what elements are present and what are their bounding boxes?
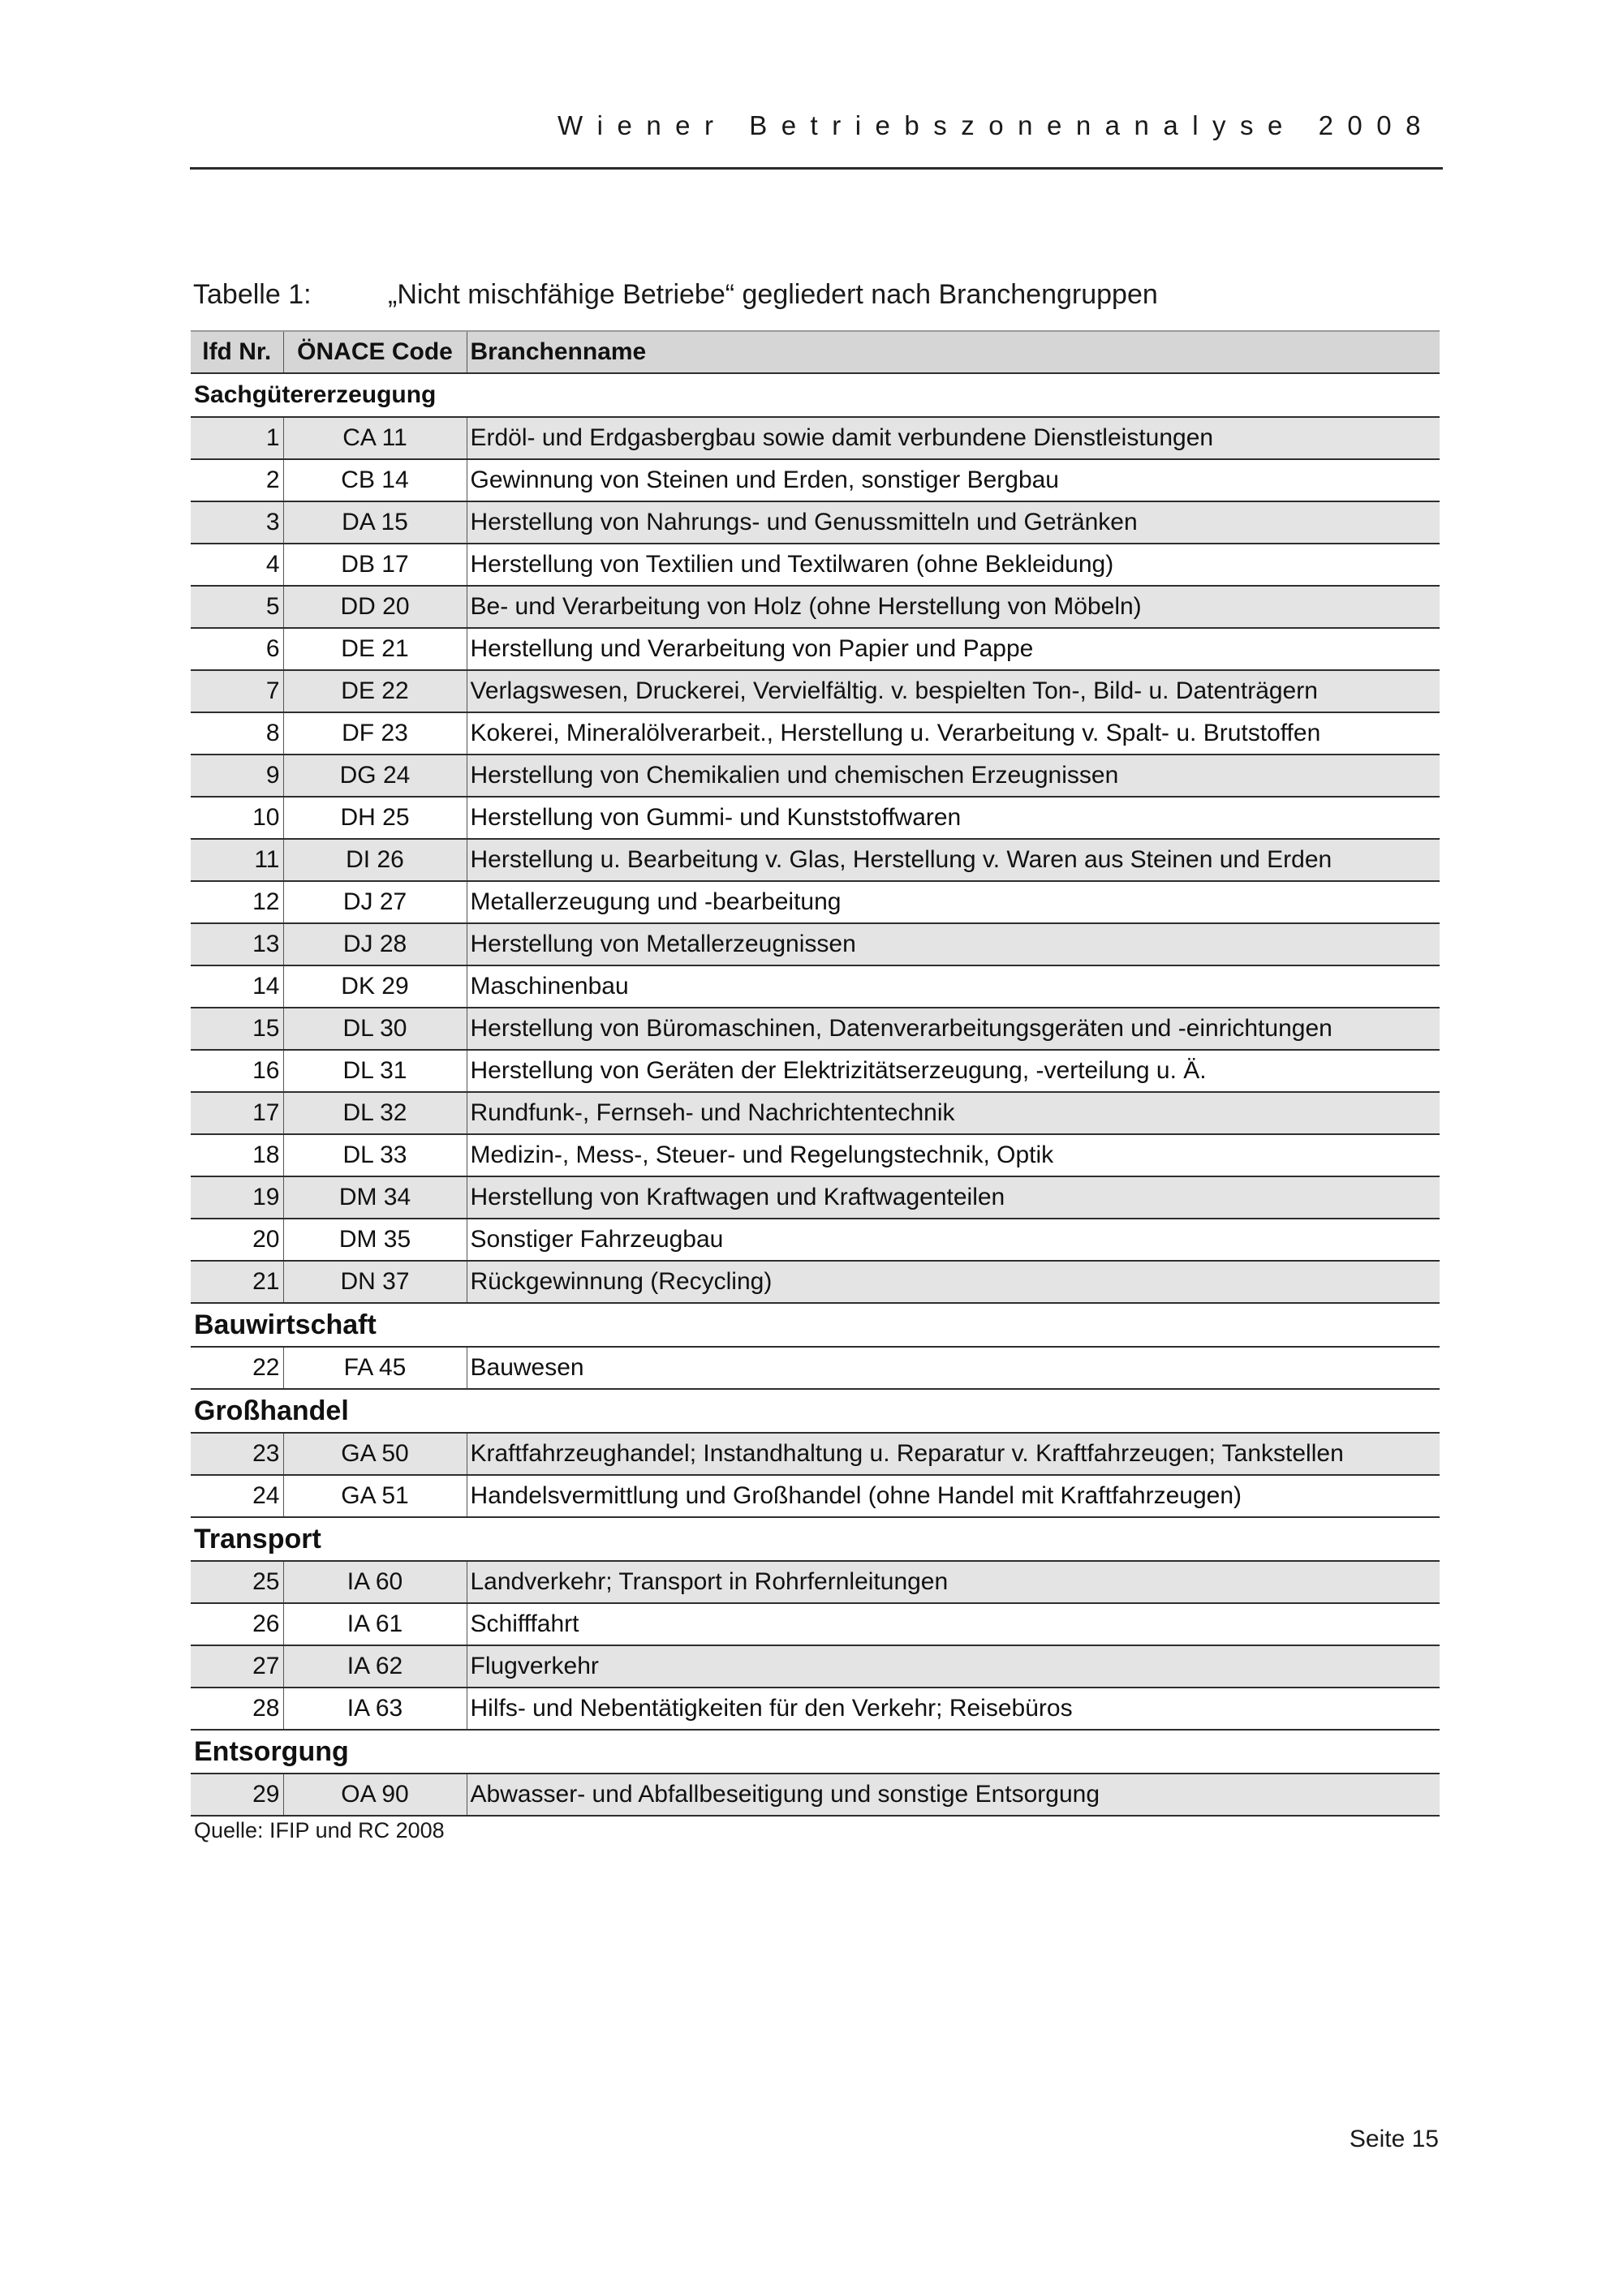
cell-branchenname: Maschinenbau [467,965,1440,1008]
cell-lfd-nr: 18 [191,1134,283,1176]
group-label: Sachgütererzeugung [194,381,437,408]
table-row [191,1433,1440,1475]
group-header-row [191,1730,1440,1774]
cell-branchenname: Medizin-, Mess-, Steuer- und Regelungstechnik, Optik [467,1134,1440,1176]
table-row [191,1176,1440,1219]
table-row [191,1774,1440,1816]
cell-branchenname: Verlagswesen, Druckerei, Vervielfältig. v. bespielten Ton-, Bild- u. Datenträgern [467,670,1440,712]
cell-branchenname: Be- und Verarbeitung von Holz (ohne Herstellung von Möbeln) [467,586,1440,628]
table-row [191,965,1440,1008]
cell-oenace-code: OA 90 [283,1774,467,1816]
group-label: Entsorgung [194,1736,349,1767]
cell-oenace-code: DJ 27 [283,881,467,923]
cell-branchenname: Herstellung von Nahrungs- und Genussmitteln und Getränken [467,501,1440,544]
cell-branchenname: Abwasser- und Abfallbeseitigung und sonstige Entsorgung [467,1774,1440,1816]
table-row [191,839,1440,881]
cell-branchenname: Kokerei, Mineralölverarbeit., Herstellung u. Verarbeitung v. Spalt- u. Brutstoffen [467,712,1440,755]
cell-branchenname: Herstellung von Gummi- und Kunststoffwaren [467,797,1440,839]
cell-branchenname: Erdöl- und Erdgasbergbau sowie damit verbundene Dienstleistungen [467,417,1440,459]
cell-lfd-nr: 22 [191,1347,283,1389]
cell-oenace-code: DI 26 [283,839,467,881]
table-row [191,1008,1440,1050]
cell-branchenname: Rundfunk-, Fernseh- und Nachrichtentechnik [467,1092,1440,1134]
cell-oenace-code: DA 15 [283,501,467,544]
cell-branchenname: Flugverkehr [467,1645,1440,1688]
table-row [191,1219,1440,1261]
cell-lfd-nr: 4 [191,544,283,586]
table-row [191,1603,1440,1645]
header-lfd-nr: lfd Nr. [191,331,283,373]
group-label: Großhandel [194,1395,349,1426]
cell-oenace-code: GA 50 [283,1433,467,1475]
table-row [191,586,1440,628]
cell-lfd-nr: 9 [191,755,283,797]
cell-oenace-code: DH 25 [283,797,467,839]
running-header: Wiener Betriebszonenanalyse 2008 [558,110,1435,140]
cell-lfd-nr: 23 [191,1433,283,1475]
cell-oenace-code: DE 21 [283,628,467,670]
cell-lfd-nr: 3 [191,501,283,544]
cell-lfd-nr: 17 [191,1092,283,1134]
cell-branchenname: Herstellung und Verarbeitung von Papier und Pappe [467,628,1440,670]
table-row [191,923,1440,965]
table-row [191,670,1440,712]
cell-lfd-nr: 29 [191,1774,283,1816]
cell-branchenname: Rückgewinnung (Recycling) [467,1261,1440,1303]
header-branchenname: Branchenname [467,331,1440,373]
header-rule [190,167,1443,170]
branchen-table [191,330,1440,1817]
cell-branchenname: Herstellung u. Bearbeitung v. Glas, Herstellung v. Waren aus Steinen und Erden [467,839,1440,881]
cell-oenace-code: DD 20 [283,586,467,628]
table-row [191,712,1440,755]
group-label: Transport [194,1524,321,1554]
cell-branchenname: Hilfs- und Nebentätigkeiten für den Verkehr; Reisebüros [467,1688,1440,1730]
cell-oenace-code: DM 34 [283,1176,467,1219]
group-header-row [191,1517,1440,1561]
table-body [191,373,1440,1816]
caption-title: „Nicht mischfähige Betriebe“ gegliedert nach Branchengruppen [388,279,1158,310]
table-row [191,1261,1440,1303]
table-row [191,628,1440,670]
source-note: Quelle: IFIP und RC 2008 [194,1818,445,1842]
cell-branchenname: Landverkehr; Transport in Rohrfernleitungen [467,1561,1440,1603]
cell-oenace-code: DM 35 [283,1219,467,1261]
cell-lfd-nr: 5 [191,586,283,628]
cell-lfd-nr: 24 [191,1475,283,1517]
cell-oenace-code: IA 63 [283,1688,467,1730]
cell-lfd-nr: 11 [191,839,283,881]
cell-lfd-nr: 14 [191,965,283,1008]
table-row [191,459,1440,501]
cell-lfd-nr: 21 [191,1261,283,1303]
cell-lfd-nr: 7 [191,670,283,712]
table-row [191,797,1440,839]
cell-lfd-nr: 1 [191,417,283,459]
cell-lfd-nr: 15 [191,1008,283,1050]
table-row [191,881,1440,923]
cell-branchenname: Herstellung von Metallerzeugnissen [467,923,1440,965]
header-oenace-code: ÖNACE Code [283,331,467,373]
cell-oenace-code: DL 32 [283,1092,467,1134]
cell-lfd-nr: 16 [191,1050,283,1092]
cell-lfd-nr: 26 [191,1603,283,1645]
cell-lfd-nr: 27 [191,1645,283,1688]
group-header-row [191,373,1440,417]
cell-oenace-code: DL 30 [283,1008,467,1050]
cell-oenace-code: DJ 28 [283,923,467,965]
cell-oenace-code: DN 37 [283,1261,467,1303]
cell-oenace-code: DK 29 [283,965,467,1008]
cell-lfd-nr: 19 [191,1176,283,1219]
cell-oenace-code: DE 22 [283,670,467,712]
cell-lfd-nr: 20 [191,1219,283,1261]
table-row [191,1347,1440,1389]
page-number: Seite 15 [1349,2126,1439,2152]
table-row [191,1561,1440,1603]
table-row [191,1645,1440,1688]
cell-lfd-nr: 25 [191,1561,283,1603]
cell-oenace-code: IA 62 [283,1645,467,1688]
cell-oenace-code: CA 11 [283,417,467,459]
cell-branchenname: Herstellung von Chemikalien und chemischen Erzeugnissen [467,755,1440,797]
cell-branchenname: Gewinnung von Steinen und Erden, sonstiger Bergbau [467,459,1440,501]
cell-branchenname: Kraftfahrzeughandel; Instandhaltung u. Reparatur v. Kraftfahrzeugen; Tankstellen [467,1433,1440,1475]
cell-branchenname: Herstellung von Kraftwagen und Kraftwagenteilen [467,1176,1440,1219]
table-row [191,1688,1440,1730]
table-row [191,1050,1440,1092]
cell-lfd-nr: 12 [191,881,283,923]
cell-lfd-nr: 6 [191,628,283,670]
group-label: Bauwirtschaft [194,1309,377,1340]
cell-branchenname: Herstellung von Geräten der Elektrizitätserzeugung, -verteilung u. Ä. [467,1050,1440,1092]
cell-lfd-nr: 8 [191,712,283,755]
cell-oenace-code: DL 33 [283,1134,467,1176]
cell-lfd-nr: 10 [191,797,283,839]
cell-oenace-code: GA 51 [283,1475,467,1517]
cell-oenace-code: IA 61 [283,1603,467,1645]
cell-branchenname: Sonstiger Fahrzeugbau [467,1219,1440,1261]
cell-branchenname: Metallerzeugung und -bearbeitung [467,881,1440,923]
table-row [191,417,1440,459]
table-row [191,544,1440,586]
cell-lfd-nr: 13 [191,923,283,965]
group-header-row [191,1303,1440,1347]
table-header-row [191,331,1440,373]
cell-branchenname: Bauwesen [467,1347,1440,1389]
cell-branchenname: Herstellung von Büromaschinen, Datenverarbeitungsgeräten und -einrichtungen [467,1008,1440,1050]
cell-oenace-code: CB 14 [283,459,467,501]
table-row [191,1475,1440,1517]
cell-oenace-code: FA 45 [283,1347,467,1389]
cell-oenace-code: DB 17 [283,544,467,586]
table-row [191,1092,1440,1134]
cell-oenace-code: IA 60 [283,1561,467,1603]
cell-branchenname: Herstellung von Textilien und Textilwaren (ohne Bekleidung) [467,544,1440,586]
table-row [191,1134,1440,1176]
cell-oenace-code: DL 31 [283,1050,467,1092]
table-row [191,755,1440,797]
table-row [191,501,1440,544]
cell-branchenname: Schifffahrt [467,1603,1440,1645]
group-header-row [191,1389,1440,1433]
cell-branchenname: Handelsvermittlung und Großhandel (ohne Handel mit Kraftfahrzeugen) [467,1475,1440,1517]
caption-label: Tabelle 1: [193,279,312,310]
cell-oenace-code: DF 23 [283,712,467,755]
cell-oenace-code: DG 24 [283,755,467,797]
cell-lfd-nr: 28 [191,1688,283,1730]
cell-lfd-nr: 2 [191,459,283,501]
